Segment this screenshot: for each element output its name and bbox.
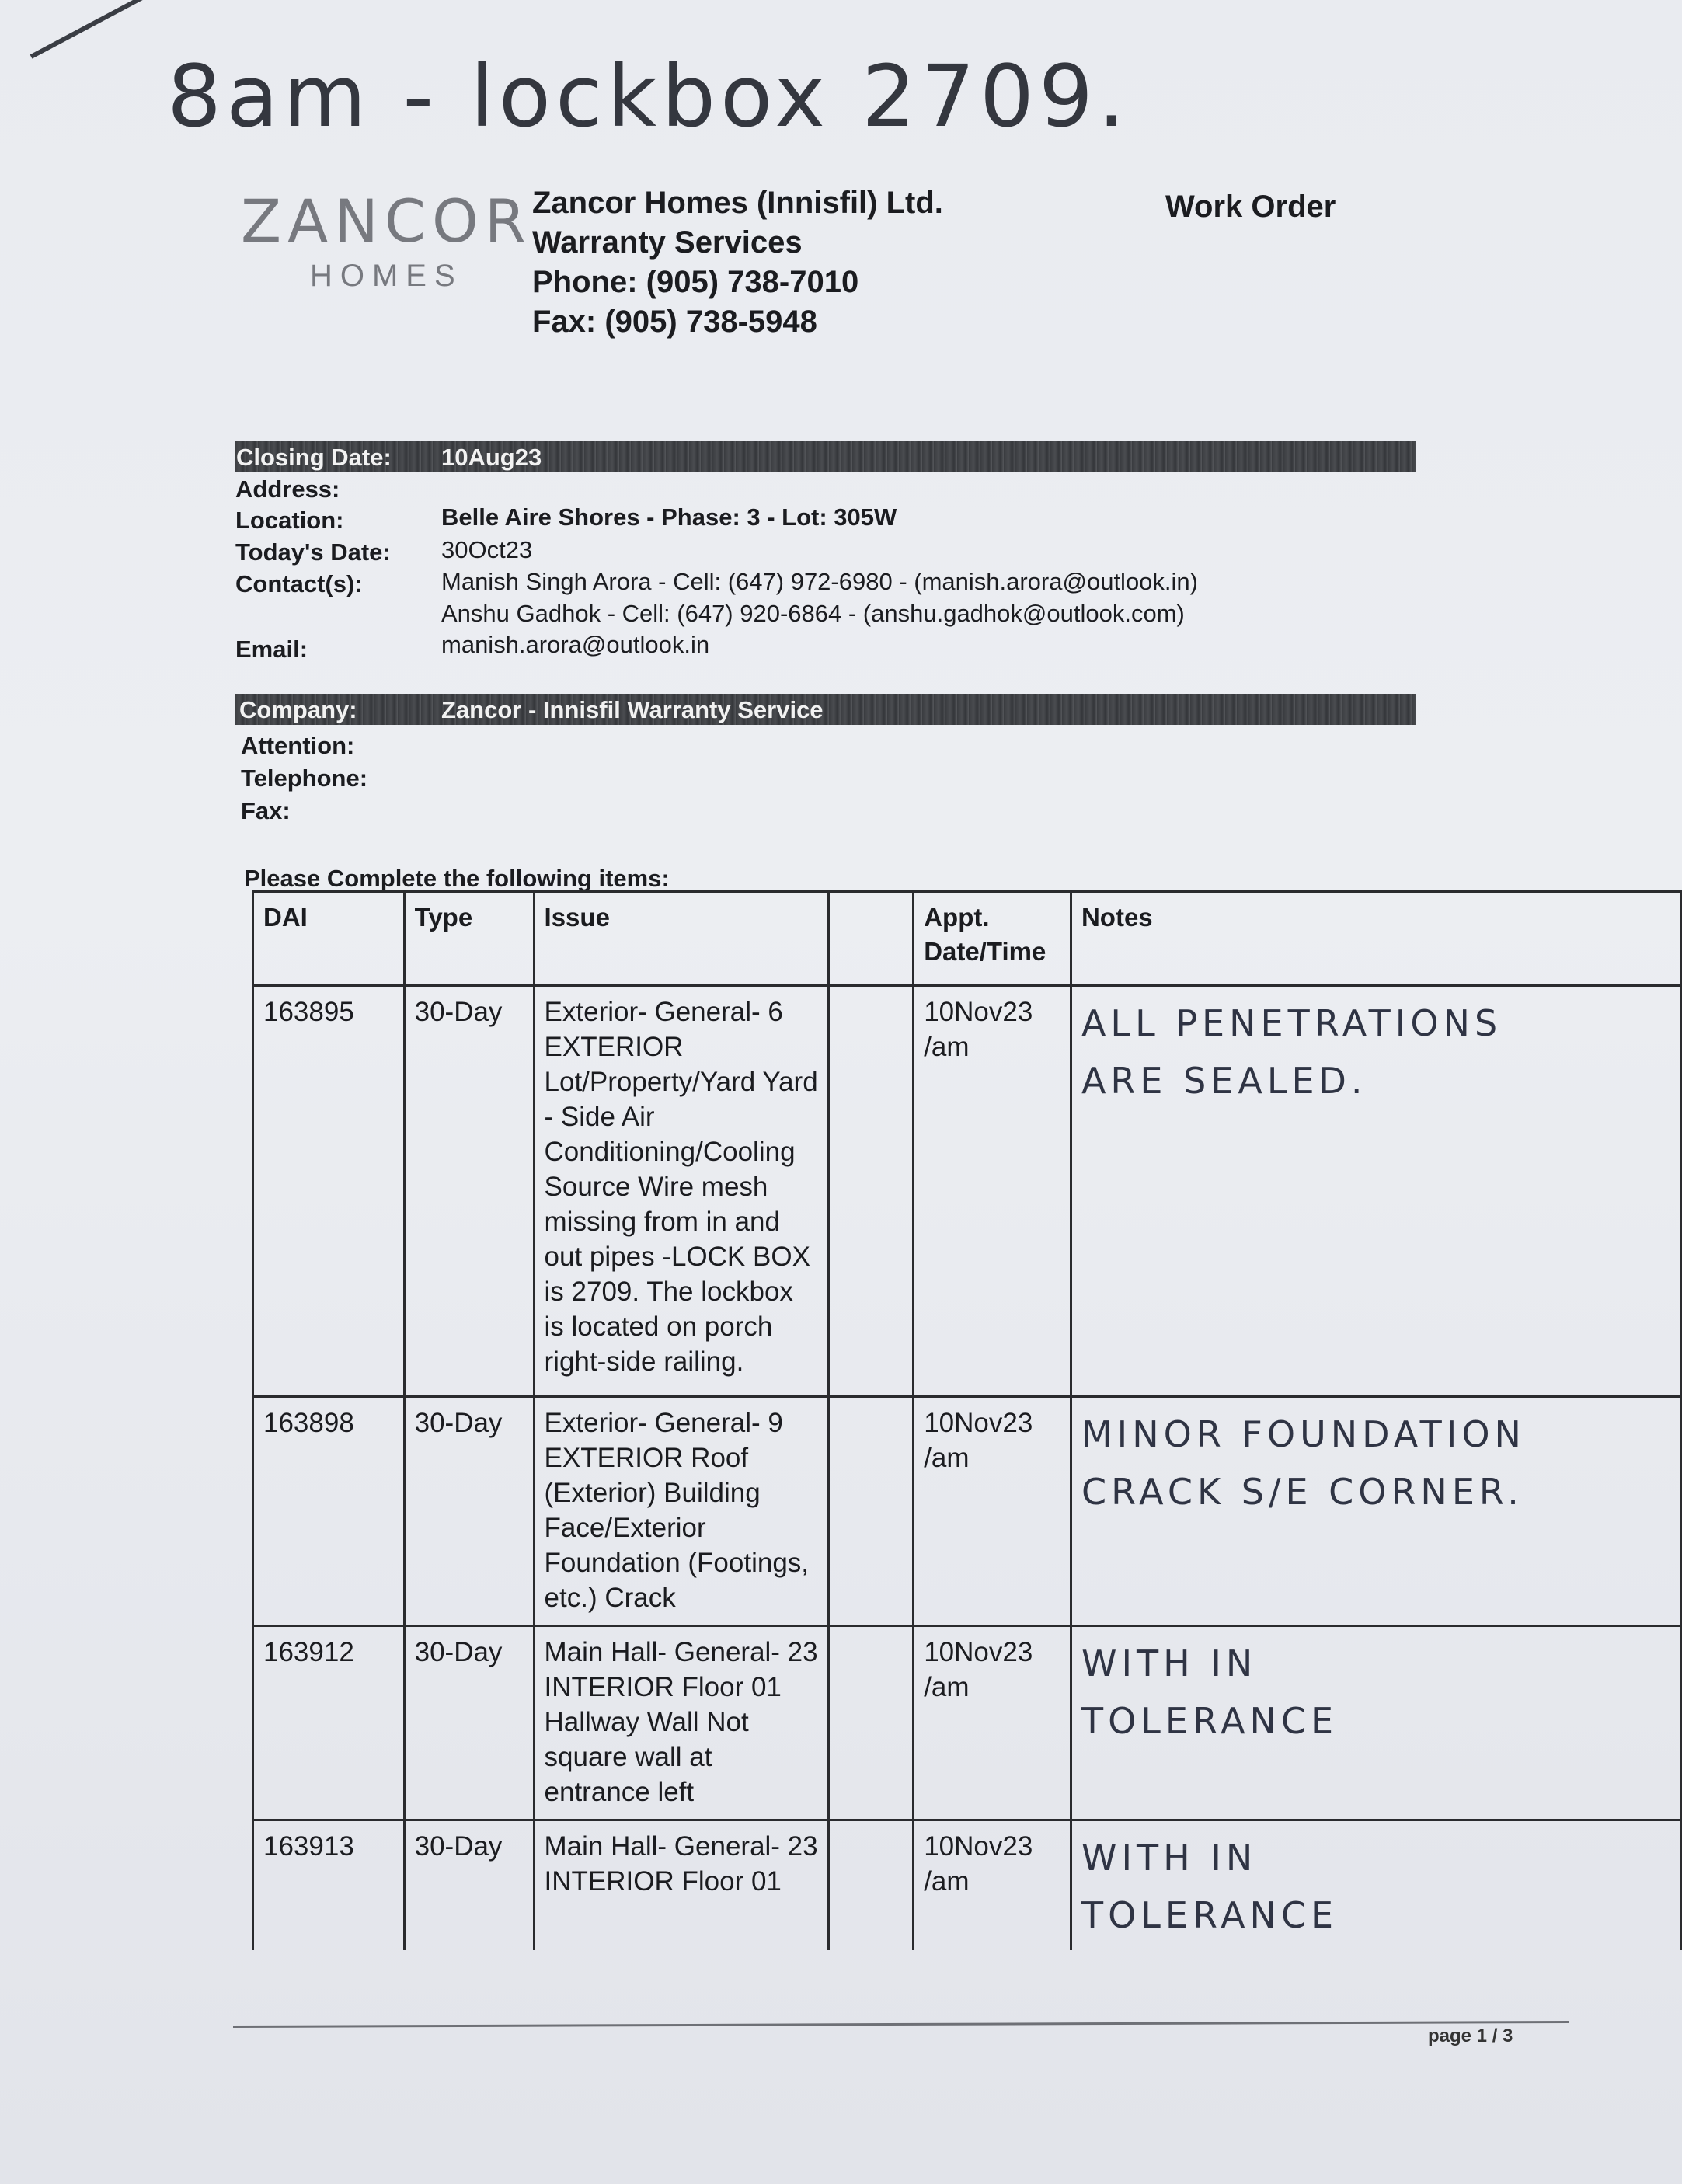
cell-blank [829, 1626, 914, 1820]
company-value: Zancor - Innisfil Warranty Service [441, 696, 824, 723]
fax-label: Fax: [241, 797, 291, 824]
handwritten-note: WITH IN TOLERANCE [1081, 1642, 1339, 1742]
contact-1: Manish Singh Arora - Cell: (647) 972-6980 - (manish.arora@outlook.in) [441, 568, 1198, 595]
cell-issue: Exterior- General- 9 EXTERIOR Roof (Exterior) Building Face/Exterior Foundation (Footings, etc.) Crack [534, 1397, 829, 1626]
cell-blank [829, 986, 914, 1397]
cell-issue: Main Hall- General- 23 INTERIOR Floor 01 [534, 1820, 829, 1951]
cell-appt: 10Nov23 /am [914, 1397, 1071, 1626]
cell-type: 30-Day [404, 1626, 534, 1820]
document-title: Work Order [1165, 190, 1336, 224]
header-appt: Appt. Date/Time [914, 892, 1071, 986]
company-header [532, 183, 943, 342]
cell-blank [829, 1397, 914, 1626]
cell-dai: 163898 [253, 1397, 405, 1626]
table-row [253, 1397, 1681, 1626]
company-bar [235, 694, 1416, 725]
cell-appt: 10Nov23 /am [914, 1820, 1071, 1951]
company-phone: Phone: (905) 738-7010 [532, 265, 859, 299]
cell-notes [1071, 986, 1680, 1397]
cell-dai: 163913 [253, 1820, 405, 1951]
location-label: Location: [235, 507, 344, 534]
contacts-label: Contact(s): [235, 570, 363, 597]
handwritten-note: ALL PENETRATIONS ARE SEALED. [1081, 1002, 1503, 1102]
cell-type: 30-Day [404, 1397, 534, 1626]
closing-date-label: Closing Date: [236, 444, 392, 471]
cell-dai: 163895 [253, 986, 405, 1397]
location-value: Belle Aire Shores - Phase: 3 - Lot: 305W [441, 503, 897, 531]
email-value: manish.arora@outlook.in [441, 631, 710, 658]
header-dai: DAI [253, 892, 405, 986]
work-items-table [252, 890, 1682, 1950]
handwritten-note: MINOR FOUNDATION CRACK S/E CORNER. [1081, 1413, 1526, 1513]
cell-appt: 10Nov23 /am [914, 1626, 1071, 1820]
cell-blank [829, 1820, 914, 1951]
header-issue: Issue [534, 892, 829, 986]
todays-date-value: 30Oct23 [441, 536, 533, 563]
logo-sub: HOMES [309, 259, 463, 293]
cell-issue: Main Hall- General- 23 INTERIOR Floor 01 Hallway Wall Not square wall at entrance left [534, 1626, 829, 1820]
company-label: Company: [239, 696, 357, 723]
cell-appt: 10Nov23 /am [914, 986, 1071, 1397]
company-dept: Warranty Services [532, 225, 803, 260]
header-type: Type [404, 892, 534, 986]
address-label: Address: [235, 475, 340, 503]
handwritten-note: WITH IN TOLERANCE [1081, 1837, 1339, 1936]
todays-date-label: Today's Date: [235, 538, 391, 566]
pen-mark [30, 0, 149, 59]
table-header-row [253, 892, 1681, 986]
handwritten-lockbox-note: 8am - lockbox 2709. [167, 47, 1130, 146]
cell-type: 30-Day [404, 1820, 534, 1951]
company-fax: Fax: (905) 738-5948 [532, 305, 817, 339]
cell-dai: 163912 [253, 1626, 405, 1820]
closing-date-bar [235, 441, 1416, 472]
email-label: Email: [235, 636, 308, 663]
company-name: Zancor Homes (Innisfil) Ltd. [532, 186, 943, 220]
zancor-logo [241, 186, 532, 294]
cell-issue: Exterior- General- 6 EXTERIOR Lot/Property/Yard Yard - Side Air Conditioning/Cooling Source Wire mesh missing from in and out pipes -LOCK BOX is 2709. The lockbox is located on porch right-side railing. [534, 986, 829, 1397]
table-row [253, 1626, 1681, 1820]
telephone-label: Telephone: [241, 765, 368, 792]
logo-name: ZANCOR [241, 186, 532, 256]
table-row [253, 1820, 1681, 1951]
header-notes: Notes [1071, 892, 1680, 986]
cell-type: 30-Day [404, 986, 534, 1397]
closing-date-value: 10Aug23 [441, 444, 542, 471]
page-number: page 1 / 3 [1428, 2026, 1513, 2046]
cell-notes [1071, 1626, 1680, 1820]
cell-notes [1071, 1397, 1680, 1626]
cell-notes [1071, 1820, 1680, 1951]
header-blank [829, 892, 914, 986]
items-intro: Please Complete the following items: [244, 865, 670, 892]
table-row [253, 986, 1681, 1397]
attention-label: Attention: [241, 732, 355, 759]
footer-divider [233, 2021, 1569, 2028]
contact-2: Anshu Gadhok - Cell: (647) 920-6864 - (anshu.gadhok@outlook.com) [441, 600, 1185, 627]
